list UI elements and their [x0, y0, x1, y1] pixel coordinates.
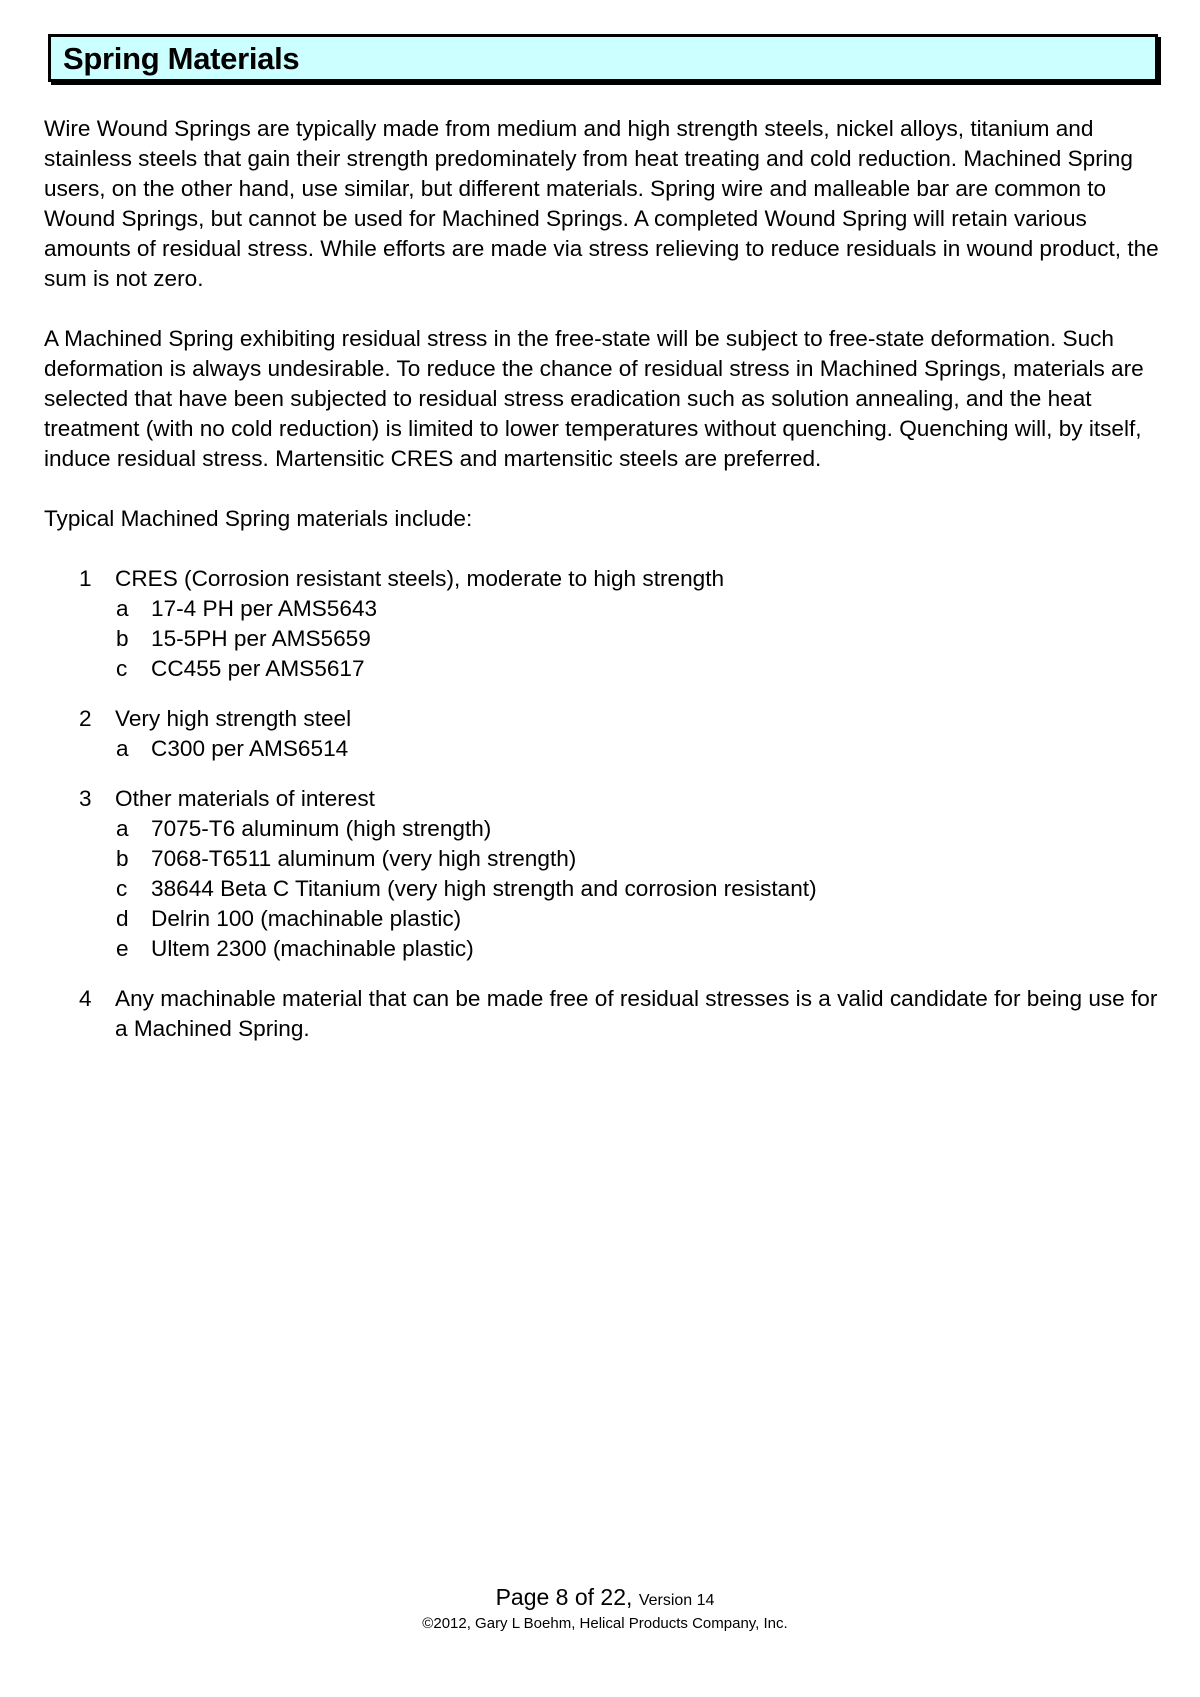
- sub-list-item: [44, 814, 1169, 844]
- list-item-main: [44, 564, 1169, 594]
- sub-list-item: [44, 874, 1169, 904]
- sub-list-text: 38644 Beta C Titanium (very high strength and corrosion resistant): [151, 876, 817, 901]
- sub-list-letter: b: [116, 626, 129, 651]
- sub-list-text: C300 per AMS6514: [151, 736, 349, 761]
- sub-list-letter: c: [116, 876, 128, 901]
- sub-list-text: Delrin 100 (machinable plastic): [151, 906, 462, 931]
- list-item-text: Other materials of interest: [115, 786, 375, 811]
- document-body: [44, 114, 1169, 1064]
- materials-list: [44, 564, 1169, 1044]
- sub-list-item: [44, 654, 1169, 684]
- list-item: [44, 784, 1169, 964]
- page-number: [0, 1583, 1200, 1615]
- sub-list-letter: c: [116, 656, 128, 681]
- sub-list-item: [44, 844, 1169, 874]
- list-item-main: [44, 704, 1169, 734]
- list-item: [44, 984, 1169, 1044]
- page-title: Spring Materials: [63, 41, 300, 76]
- list-item-main: [44, 784, 1169, 814]
- sub-list-letter: a: [116, 736, 129, 761]
- sub-list-text: 15-5PH per AMS5659: [151, 626, 371, 651]
- sub-list-item: [44, 624, 1169, 654]
- list-number: 3: [79, 786, 92, 811]
- list-intro: Typical Machined Spring materials include:: [44, 506, 473, 531]
- sub-list-letter: e: [116, 936, 129, 961]
- list-item-main: [44, 984, 1169, 1044]
- version-label: Version 14: [638, 1592, 715, 1609]
- sub-list-letter: a: [116, 816, 129, 841]
- sub-list-letter: a: [116, 596, 129, 621]
- sub-list-letter: d: [116, 906, 129, 931]
- sub-list-item: [44, 934, 1169, 964]
- sub-list-item: [44, 594, 1169, 624]
- paragraph-machined-spring: A Machined Spring exhibiting residual stress in the free-state will be subject to free-state deformation. Such deformation is always undesirable. To reduce the chance of residual stress in Machined Springs, materials are selected that have been subjected to residual stress eradication such as solution annealing, and the heat treatment (with no cold reduction) is limited to lower temperatures without quenching. Quenching will, by itself, induce residual stress. Martensitic CRES and martensitic steels are preferred.: [44, 326, 1144, 471]
- list-item-text: Any machinable material that can be made free of residual stresses is a valid candidate for being use for a Machined Spring.: [115, 986, 1158, 1041]
- copyright-notice: ©2012, Gary L Boehm, Helical Products Company, Inc.: [422, 1615, 788, 1632]
- list-item-text: CRES (Corrosion resistant steels), moderate to high strength: [115, 566, 725, 591]
- list-item-text: Very high strength steel: [115, 706, 352, 731]
- sub-list-item: [44, 734, 1169, 764]
- sub-list-text: CC455 per AMS5617: [151, 656, 365, 681]
- list-number: 2: [79, 706, 92, 731]
- section-title-box: [48, 34, 1158, 82]
- paragraph-wire-wound: Wire Wound Springs are typically made from medium and high strength steels, nickel alloys, titanium and stainless steels that gain their strength predominately from heat treating and cold reduction. Machined Spring users, on the other hand, use similar, but different materials. Spring wire and malleable bar are common to Wound Springs, but cannot be used for Machined Springs. A completed Wound Spring will retain various amounts of residual stress. While efforts are made via stress relieving to reduce residuals in wound product, the sum is not zero.: [44, 116, 1159, 291]
- list-number: 4: [79, 986, 92, 1011]
- sub-list-letter: b: [116, 846, 129, 871]
- sub-list-text: 17-4 PH per AMS5643: [151, 596, 378, 621]
- page-indicator: Page 8 of 22,: [495, 1584, 633, 1610]
- sub-list-text: 7068-T6511 aluminum (very high strength): [151, 846, 577, 871]
- sub-list-text: 7075-T6 aluminum (high strength): [151, 816, 492, 841]
- list-item: [44, 704, 1169, 764]
- list-number: 1: [79, 566, 92, 591]
- sub-list-text: Ultem 2300 (machinable plastic): [151, 936, 474, 961]
- list-item: [44, 564, 1169, 684]
- sub-list-item: [44, 904, 1169, 934]
